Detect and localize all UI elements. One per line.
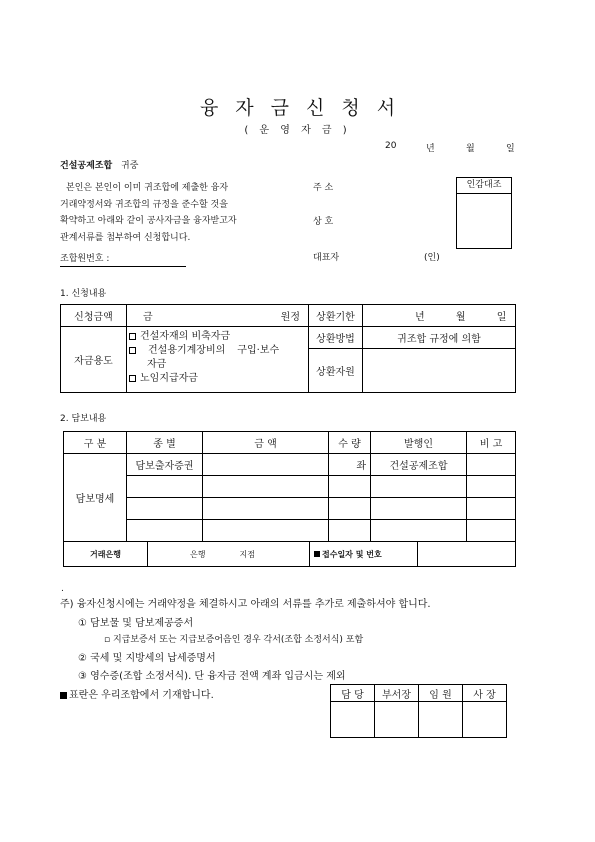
collateral-row-label: 담보명세 (64, 454, 127, 542)
checkbox-icon[interactable] (129, 375, 136, 382)
page-subtitle: ( 운 영 자 금 ) (244, 125, 351, 136)
date-month-label: 월 (466, 144, 475, 154)
checkbox-icon[interactable] (129, 333, 136, 340)
member-number-label: 조합원번호 : (60, 254, 110, 264)
company-label: 상 호 (313, 217, 334, 227)
date-day-label: 일 (506, 144, 515, 154)
member-number-underline (60, 266, 186, 267)
applicant-statement (60, 180, 310, 246)
method-value: 귀조합 규정에 의함 (363, 327, 516, 349)
approval-sign-executive[interactable] (419, 702, 463, 738)
method-label: 상환방법 (309, 327, 363, 349)
note-internal: 표란은 우리조합에서 기재합니다. (60, 686, 214, 701)
seal-box-label: 인감대조 (457, 178, 511, 194)
col-type: 종 별 (127, 432, 203, 454)
recipient-suffix: 귀중 (121, 161, 139, 171)
black-square-icon (314, 551, 320, 557)
col-quantity: 수 량 (329, 432, 371, 454)
seal-comparison-box (456, 177, 512, 249)
approval-sign-staff[interactable] (331, 702, 375, 738)
amount-prefix: 금 (143, 312, 153, 323)
bank-value[interactable]: 은행 지점 (148, 542, 310, 566)
note-item1-sub: ▫ 지급보증서 또는 지급보증어음인 경우 각서(조합 소정서식) 포함 (104, 635, 364, 645)
amount-suffix: 원정 (280, 312, 300, 323)
note-item3: ③ 영수증(조합 소정서식). 단 융자금 전액 계좌 입금시는 제외 (78, 671, 346, 682)
representative-label: 대표자 (313, 253, 340, 263)
date-year-prefix: 20 (385, 141, 397, 151)
checkbox-icon[interactable] (129, 347, 136, 354)
collateral-kind: 담보출자증권 (127, 454, 203, 476)
collateral-amount[interactable] (203, 454, 329, 476)
usage-label: 자금용도 (61, 327, 127, 393)
approval-col-president: 사 장 (463, 685, 507, 702)
table-row (64, 476, 516, 498)
amount-label: 신청금액 (61, 305, 127, 327)
seal-mark: (인) (424, 253, 440, 263)
approval-col-manager: 부서장 (375, 685, 419, 702)
bank-label: 거래은행 (64, 542, 148, 566)
application-table (60, 304, 516, 393)
usage-option-equipment[interactable]: 건설용기계장비의 구입·보수 (129, 344, 306, 358)
statement-line: 거래약정서와 귀조합의 규정을 준수할 것을 (60, 199, 228, 210)
approval-sign-president[interactable] (463, 702, 507, 738)
col-issuer: 발행인 (371, 432, 467, 454)
black-square-icon (60, 692, 67, 699)
usage-option-wages[interactable]: 노임지급자금 (129, 372, 306, 386)
note-item1: ① 담보물 및 담보제공증서 (78, 618, 194, 629)
source-cell[interactable] (363, 349, 516, 393)
statement-line: 본인은 본인이 이미 귀조합에 제출한 융자 (66, 183, 229, 193)
deadline-cell[interactable] (363, 305, 516, 327)
receipt-value[interactable] (418, 542, 515, 566)
recipient (60, 158, 138, 171)
note-main: 주) 융자신청시에는 거래약정을 체결하시고 아래의 서류를 추가로 제출하셔야 합니다. (60, 599, 431, 610)
usage-option-equipment-cont: 자금 (147, 359, 167, 370)
collateral-table (63, 431, 516, 567)
deadline-month: 월 (455, 312, 466, 323)
deadline-day: 일 (496, 312, 507, 323)
receipt-label: 접수일자 및 번호 (310, 542, 418, 566)
col-remarks: 비 고 (467, 432, 516, 454)
collateral-issuer: 건설공제조합 (371, 454, 467, 476)
usage-options (127, 327, 309, 393)
col-category: 구 분 (64, 432, 127, 454)
note-dot: . (61, 584, 64, 594)
page-title: 융자금신청서 (199, 97, 413, 119)
deadline-label: 상환기한 (309, 305, 363, 327)
amount-cell[interactable] (127, 305, 309, 327)
section2-heading: 2. 담보내용 (60, 414, 107, 424)
usage-option-stockpile[interactable]: 건설자재의 비축자금 (129, 330, 306, 344)
statement-line: 확약하고 아래와 같이 공사자금을 융자받고자 (60, 216, 237, 226)
approval-col-staff: 담 당 (331, 685, 375, 702)
statement-line: 관계서류를 첨부하여 신청합니다. (60, 232, 191, 243)
table-row (64, 498, 516, 520)
section1-heading: 1. 신청내용 (60, 289, 107, 299)
table-row (64, 520, 516, 542)
deadline-year: 년 (415, 312, 425, 323)
approval-sign-manager[interactable] (375, 702, 419, 738)
recipient-name: 건설공제조합 (60, 161, 113, 171)
note-item2: ② 국세 및 지방세의 납세증명서 (78, 653, 216, 664)
approval-table (330, 684, 507, 738)
collateral-qty-unit: 좌 (329, 454, 371, 476)
address-label: 주 소 (313, 183, 334, 193)
collateral-remarks[interactable] (467, 454, 516, 476)
col-amount: 금 액 (203, 432, 329, 454)
approval-col-executive: 임 원 (419, 685, 463, 702)
bank-row (64, 542, 516, 567)
source-label: 상환자원 (309, 349, 363, 393)
table-row (64, 454, 516, 476)
date-year-label: 년 (426, 144, 435, 154)
